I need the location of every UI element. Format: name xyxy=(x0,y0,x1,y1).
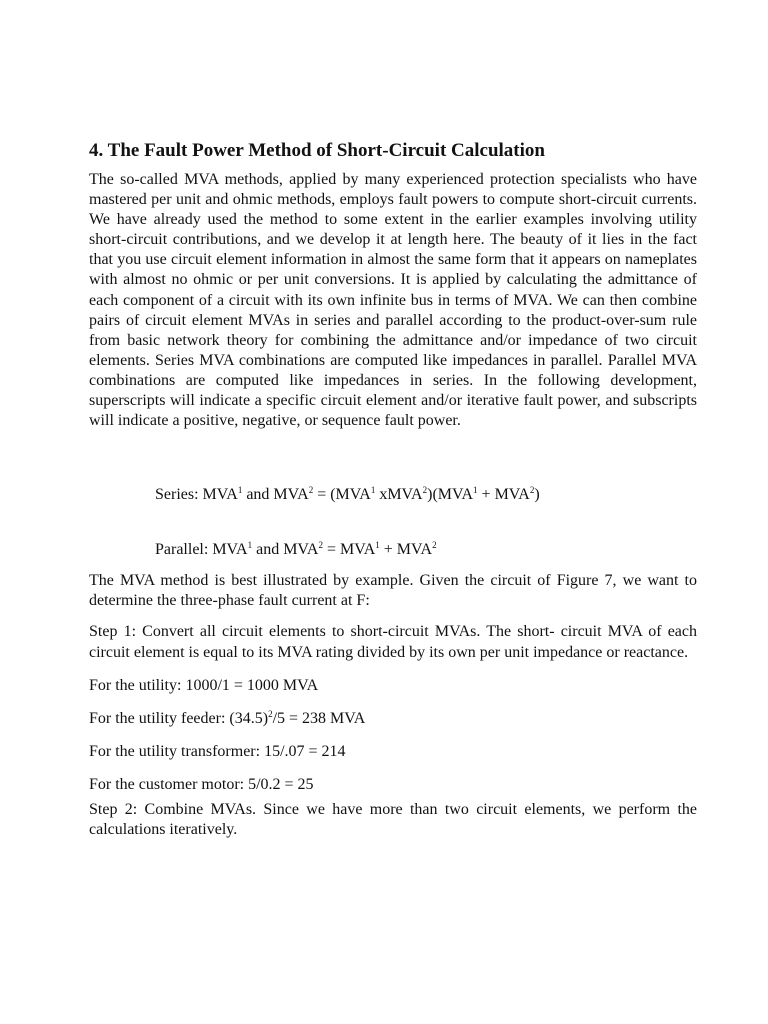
calc-customer-motor: For the customer motor: 5/0.2 = 25 xyxy=(89,775,314,793)
series-equation: Series: MVA$^1$ and $MVA^2 = (MVA^1$ $xMVA^2)(MVA^1 + MVA^2)$ xyxy=(155,485,540,504)
calc-utility-transformer: For the utility transformer: 15/.07 = 214 xyxy=(89,742,346,760)
calc-utility: For the utility: 1000/1 = 1000 MVA xyxy=(89,676,319,694)
step-1-paragraph: Step 1: Convert all circuit elements to short-circuit MVAs. The short- circuit MVA of each circuit element is equal to its MVA rating divided by its own per unit impedance or reactance. xyxy=(89,623,697,661)
section-title: 4. The Fault Power Method of Short-Circuit Calculation xyxy=(89,140,545,161)
example-intro-paragraph: The MVA method is best illustrated by example. Given the circuit of Figure 7, we want to determine the three-phase fault current at F: xyxy=(89,572,697,610)
intro-paragraph: The so-called MVA methods, applied by many experienced protection specialists who have mastered per unit and ohmic methods, employs fault powers to compute short-circuit currents. We have already used the method to some extent in the earlier examples involving utility short-circuit contributions, and we develop it at length here. The beauty of it lies in the fact that you use circuit element information in almost the same form that it appears on nameplates with almost no ohmic or per unit conversions. It is applied by calculating the admittance of each component of a circuit with its own infinite bus in terms of MVA. We can then combine pairs of circuit element MVAs in series and parallel according to the product-over-sum rule from basic network theory for combining the admittance and/or impedance of two circuit elements. Series MVA combinations are computed like impedances in parallel. Parallel MVA combinations are computed like impedances in series. In the following development, superscripts will indicate a specific circuit element and/or iterative fault power, and subscripts will indicate a positive, negative, or sequence fault power. xyxy=(89,171,697,430)
parallel-equation: Parallel: MVA$^1$ and $MVA^2 = MVA^1 + MVA^2$ xyxy=(155,540,437,559)
document-page xyxy=(89,140,697,840)
calc-utility-feeder: For the utility feeder: $(34.5)^2/5 = 238$ MVA xyxy=(89,708,366,727)
step-2-paragraph: Step 2: Combine MVAs. Since we have more than two circuit elements, we perform the calculations iteratively. xyxy=(89,800,697,839)
